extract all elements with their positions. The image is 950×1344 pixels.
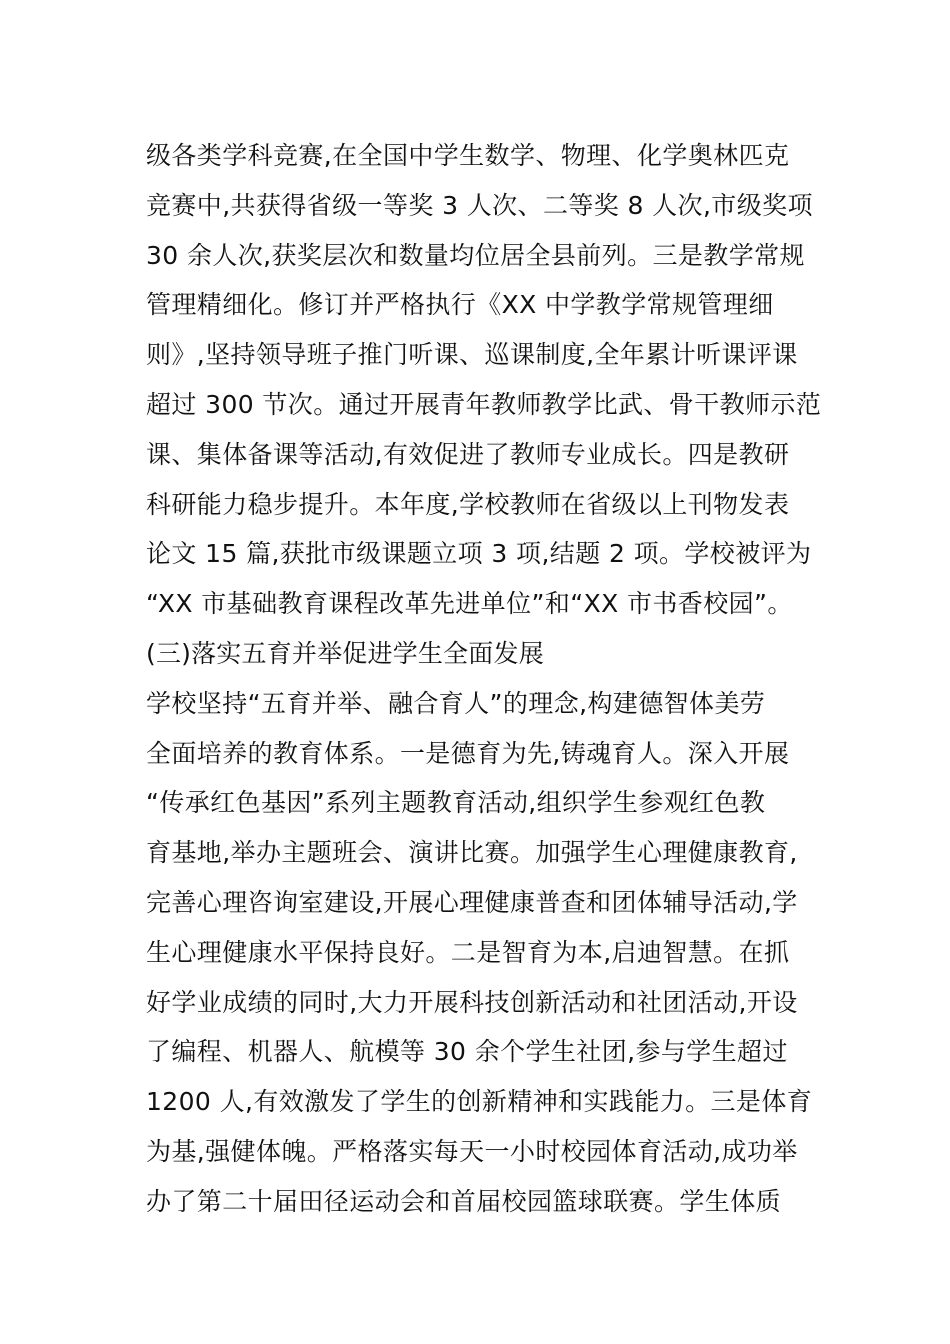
text-line: 1200 人,有效激发了学生的创新精神和实践能力。三是体育 [146, 1087, 813, 1117]
body-text [146, 131, 826, 1227]
text-line: 完善心理咨询室建设,开展心理健康普查和团体辅导活动,学 [146, 887, 798, 917]
text-line: 好学业成绩的同时,大力开展科技创新活动和社团活动,开设 [146, 987, 798, 1017]
text-line: 竞赛中,共获得省级一等奖 3 人次、二等奖 8 人次,市级奖项 [146, 190, 813, 220]
text-line: 了编程、机器人、航模等 30 余个学生社团,参与学生超过 [146, 1037, 788, 1067]
text-line: 级各类学科竞赛,在全国中学生数学、物理、化学奥林匹克 [146, 141, 790, 170]
text-line: 科研能力稳步提升。本年度,学校教师在省级以上刊物发表 [146, 489, 790, 519]
text-line: 办了第二十届田径运动会和首届校园篮球联赛。学生体质 [146, 1186, 782, 1216]
text-line: 30 余人次,获奖层次和数量均位居全县前列。三是教学常规 [146, 240, 805, 270]
text-line: 超过 300 节次。通过开展青年教师教学比武、骨干教师示范 [146, 389, 822, 419]
text-line: “传承红色基因”系列主题教育活动,组织学生参观红色教 [146, 788, 766, 818]
text-line: “XX 市基础教育课程改革先进单位”和“XX 市书香校园”。 [146, 589, 793, 619]
text-line: 课、集体备课等活动,有效促进了教师专业成长。四是教研 [146, 439, 790, 469]
text-line: 学校坚持“五育并举、融合育人”的理念,构建德智体美劳 [146, 688, 766, 718]
text-line: 为基,强健体魄。严格落实每天一小时校园体育活动,成功举 [146, 1136, 798, 1166]
text-line: 论文 15 篇,获批市级课题立项 3 项,结题 2 项。学校被评为 [146, 539, 812, 569]
text-line: 生心理健康水平保持良好。二是智育为本,启迪智慧。在抓 [146, 937, 790, 967]
text-line: 育基地,举办主题班会、演讲比赛。加强学生心理健康教育, [146, 838, 798, 868]
text-line: 管理精细化。修订并严格执行《XX 中学教学常规管理细 [146, 290, 774, 320]
text-line: 则》,坚持领导班子推门听课、巡课制度,全年累计听课评课 [146, 340, 798, 370]
text-line: 全面培养的教育体系。一是德育为先,铸魂育人。深入开展 [146, 738, 790, 768]
section-heading: (三)落实五育并举促进学生全面发展 [146, 638, 544, 668]
